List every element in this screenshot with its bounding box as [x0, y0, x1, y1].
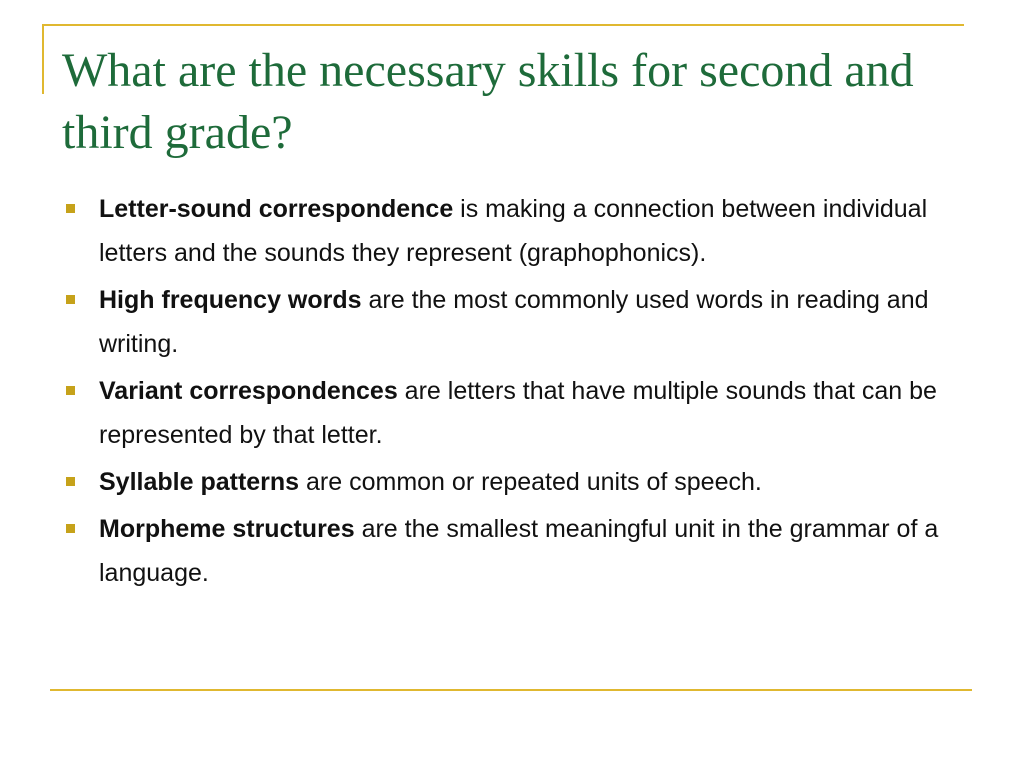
bullet-text: are letters that have multiple sounds that can be represented by that letter. — [99, 377, 937, 449]
square-bullet-icon — [66, 524, 75, 533]
bullet-text: is making a connection between individual letters and the sounds they represent (graphophonics). — [99, 195, 928, 267]
bullet-term: High frequency words — [99, 286, 362, 314]
bullet-item-variant — [62, 369, 962, 457]
bullet-text: are the most commonly used words in reading and writing. — [99, 286, 929, 358]
bullet-term: Variant correspondences — [99, 377, 398, 405]
bullet-text: are common or repeated units of speech. — [299, 468, 762, 496]
square-bullet-icon — [66, 477, 75, 486]
top-accent-line — [42, 24, 964, 26]
slide-title: What are the necessary skills for second and third grade? — [62, 44, 914, 159]
square-bullet-icon — [66, 204, 75, 213]
bullet-term: Morpheme structures — [99, 515, 355, 543]
bullet-item-syllable — [62, 460, 962, 504]
square-bullet-icon — [66, 295, 75, 304]
bullet-list — [62, 187, 962, 598]
bullet-term: Letter-sound correspondence — [99, 195, 454, 223]
left-accent-line — [42, 24, 44, 94]
square-bullet-icon — [66, 386, 75, 395]
bullet-item-high-frequency — [62, 278, 962, 366]
bottom-accent-line — [50, 689, 972, 691]
bullet-term: Syllable patterns — [99, 468, 300, 496]
bullet-item-letter-sound — [62, 187, 962, 275]
bullet-item-morpheme — [62, 507, 962, 595]
bullet-text: are the smallest meaningful unit in the grammar of a language. — [99, 515, 939, 587]
